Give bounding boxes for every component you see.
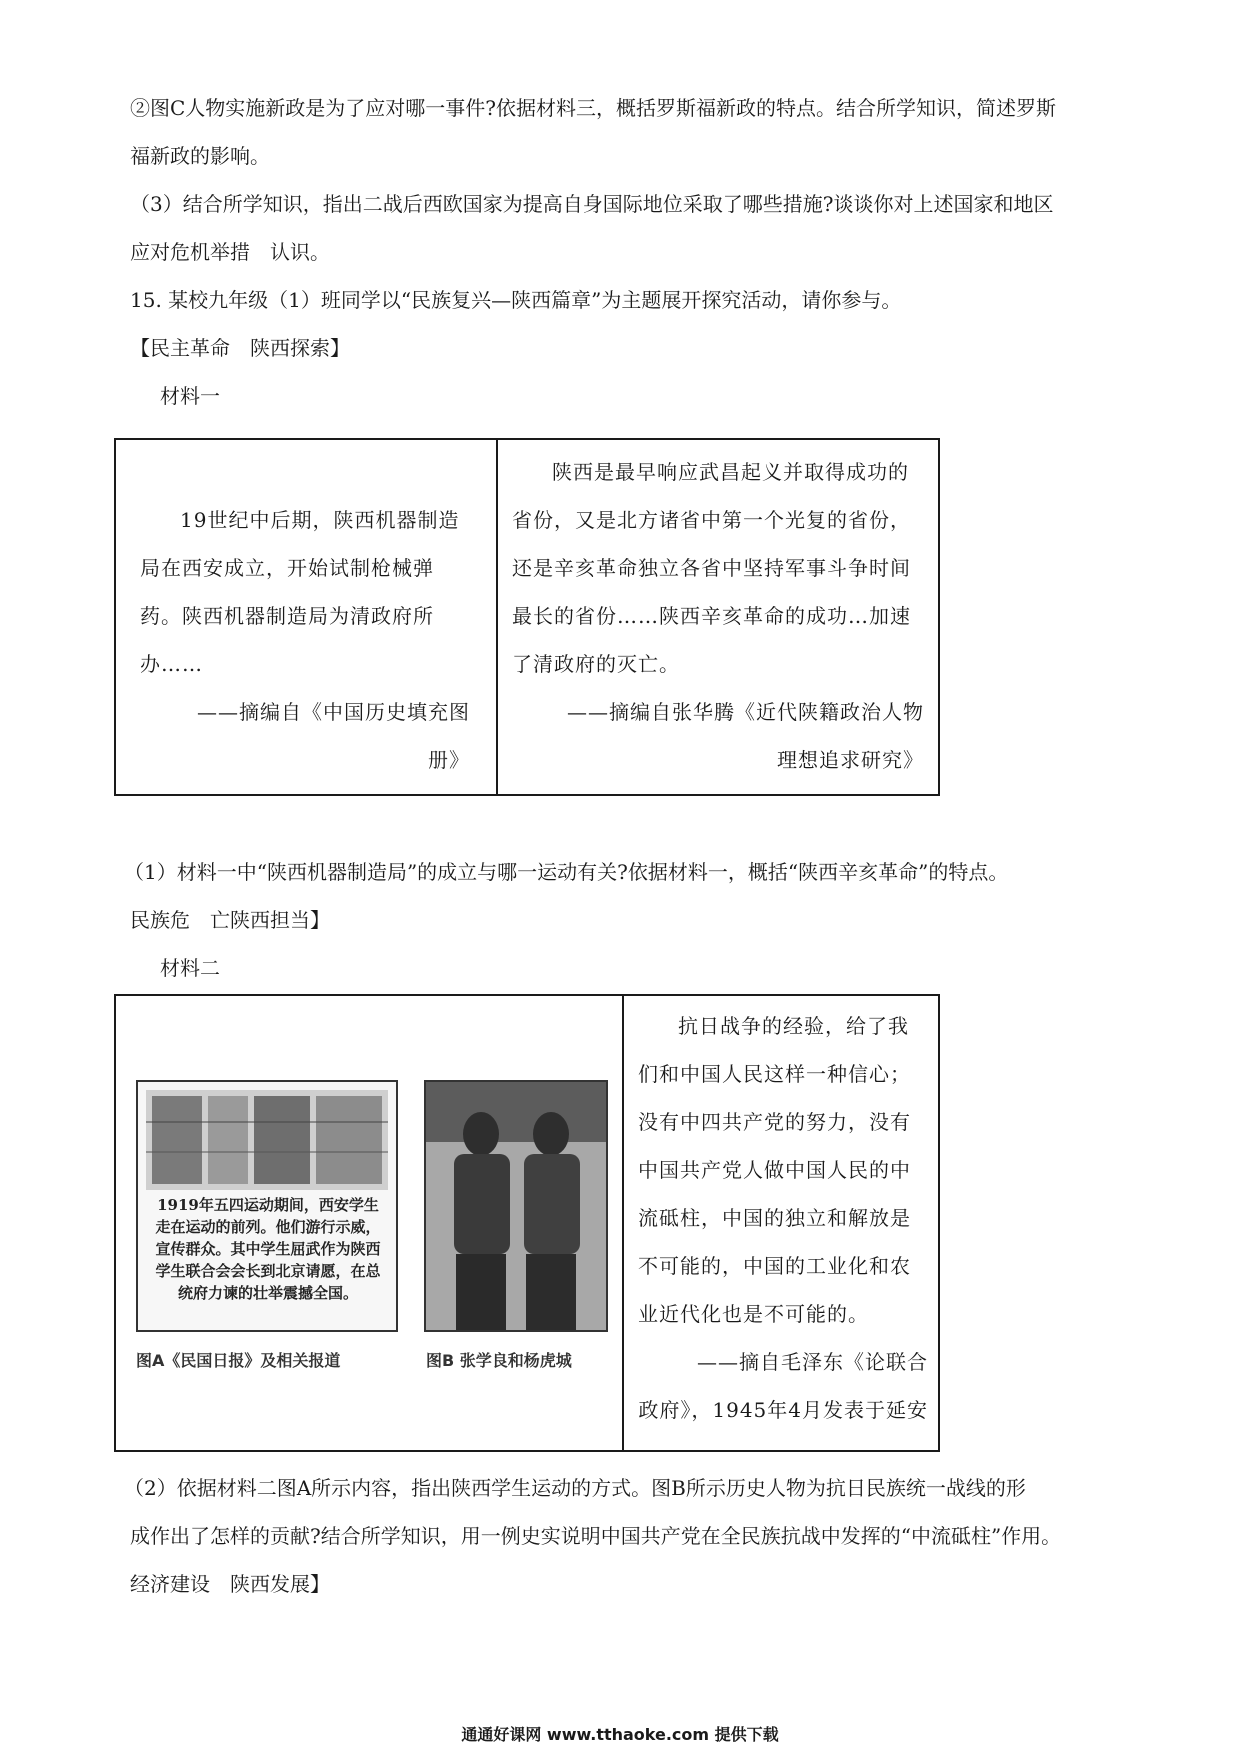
section-heading-economic-construction: 经济建设 陕西发展】 (130, 1572, 330, 1596)
material-2-table (114, 994, 940, 1452)
figure-a-clipping-text: 1919年五四运动期间，西安学生走在运动的前列。他们游行示威，宣传群众。其中学生屈武作为陕西学生联合会会长到北京请愿，在总统府力谏的壮举震撼全国。 (155, 1196, 381, 1302)
material-2-divider (622, 996, 624, 1450)
question-line-1: ②图C人物实施新政是为了应对哪一事件?依据材料三，概括罗斯福新政的特点。结合所学知识，简述罗斯 (130, 96, 1057, 120)
newspaper-image-figure-a (136, 1080, 398, 1332)
question-15-intro: 15. 某校九年级（1）班同学以“民族复兴—陕西篇章”为主题展开探究活动，请你参与。 (130, 288, 902, 312)
material-1-divider (496, 440, 498, 794)
material-1-table (114, 438, 940, 796)
figure-b-caption: 图B 张学良和杨虎城 (426, 1351, 572, 1370)
material-1-label: 材料一 (160, 384, 220, 408)
section-heading-democratic-revolution: 【民主革命 陕西探索】 (130, 336, 350, 360)
material-2-right-cell (638, 1002, 928, 1434)
question-line-4: 应对危机举措 认识。 (130, 240, 330, 264)
material-2-right-text: 抗日战争的经验，给了我们和中国人民这样一种信心；没有中四共产党的努力，没有中国共产党人做中国人民的中流砥柱，中国的独立和解放是不可能的，中国的工业化和农业近代化也是不可能的。 (638, 1014, 911, 1326)
material-1-left-source-1: ——摘编自《中国历史填充图 (197, 700, 470, 724)
photo-figure-b (424, 1080, 608, 1332)
figure-a-caption: 图A《民国日报》及相关报道 (136, 1351, 341, 1370)
material-1-left-text: 19世纪中后期，陕西机器制造局在西安成立，开始试制枪械弹药。陕西机器制造局为清政府所办…… (140, 508, 460, 676)
question-2-line-2: 成作出了怎样的贡献?结合所学知识，用一例史实说明中国共产党在全民族抗战中发挥的“中流砥柱”作用。 (130, 1524, 1062, 1548)
material-1-right-text: 陕西是最早响应武昌起义并取得成功的省份，又是北方诸省中第一个光复的省份，还是辛亥革命独立各省中坚持军事斗争时间最长的省份……陕西辛亥革命的成功…加速了清政府的灭亡。 (512, 460, 911, 676)
material-1-left-source-2: 册》 (428, 748, 470, 772)
section-heading-national-crisis: 民族危 亡陕西担当】 (130, 908, 330, 932)
page-footer: 通通好课网 www.tthaoke.com 提供下载 (461, 1725, 779, 1744)
two-figures-photo-graphic (426, 1082, 606, 1330)
question-line-3: （3）结合所学知识，指出二战后西欧国家为提高自身国际地位采取了哪些措施?谈谈你对上述国家和地区 (130, 192, 1054, 216)
question-line-2: 福新政的影响。 (130, 144, 270, 168)
material-1-right-cell (512, 448, 924, 784)
question-1: （1）材料一中“陕西机器制造局”的成立与哪一运动有关?依据材料一，概括“陕西辛亥革命”的特点。 (124, 860, 1009, 884)
question-2-line-1: （2）依据材料二图A所示内容，指出陕西学生运动的方式。图B所示历史人物为抗日民族统一战线的形 (124, 1476, 1026, 1500)
material-2-right-source-1: ——摘自毛泽东《论联合 (697, 1350, 928, 1374)
material-1-right-source-2: 理想追求研究》 (777, 748, 924, 772)
material-2-label: 材料二 (160, 956, 220, 980)
material-1-left-cell (140, 496, 470, 784)
material-2-right-source-2: 政府》，1945年4月发表于延安 (638, 1398, 928, 1422)
material-1-right-source-1: ——摘编自张华腾《近代陕籍政治人物 (567, 700, 924, 724)
